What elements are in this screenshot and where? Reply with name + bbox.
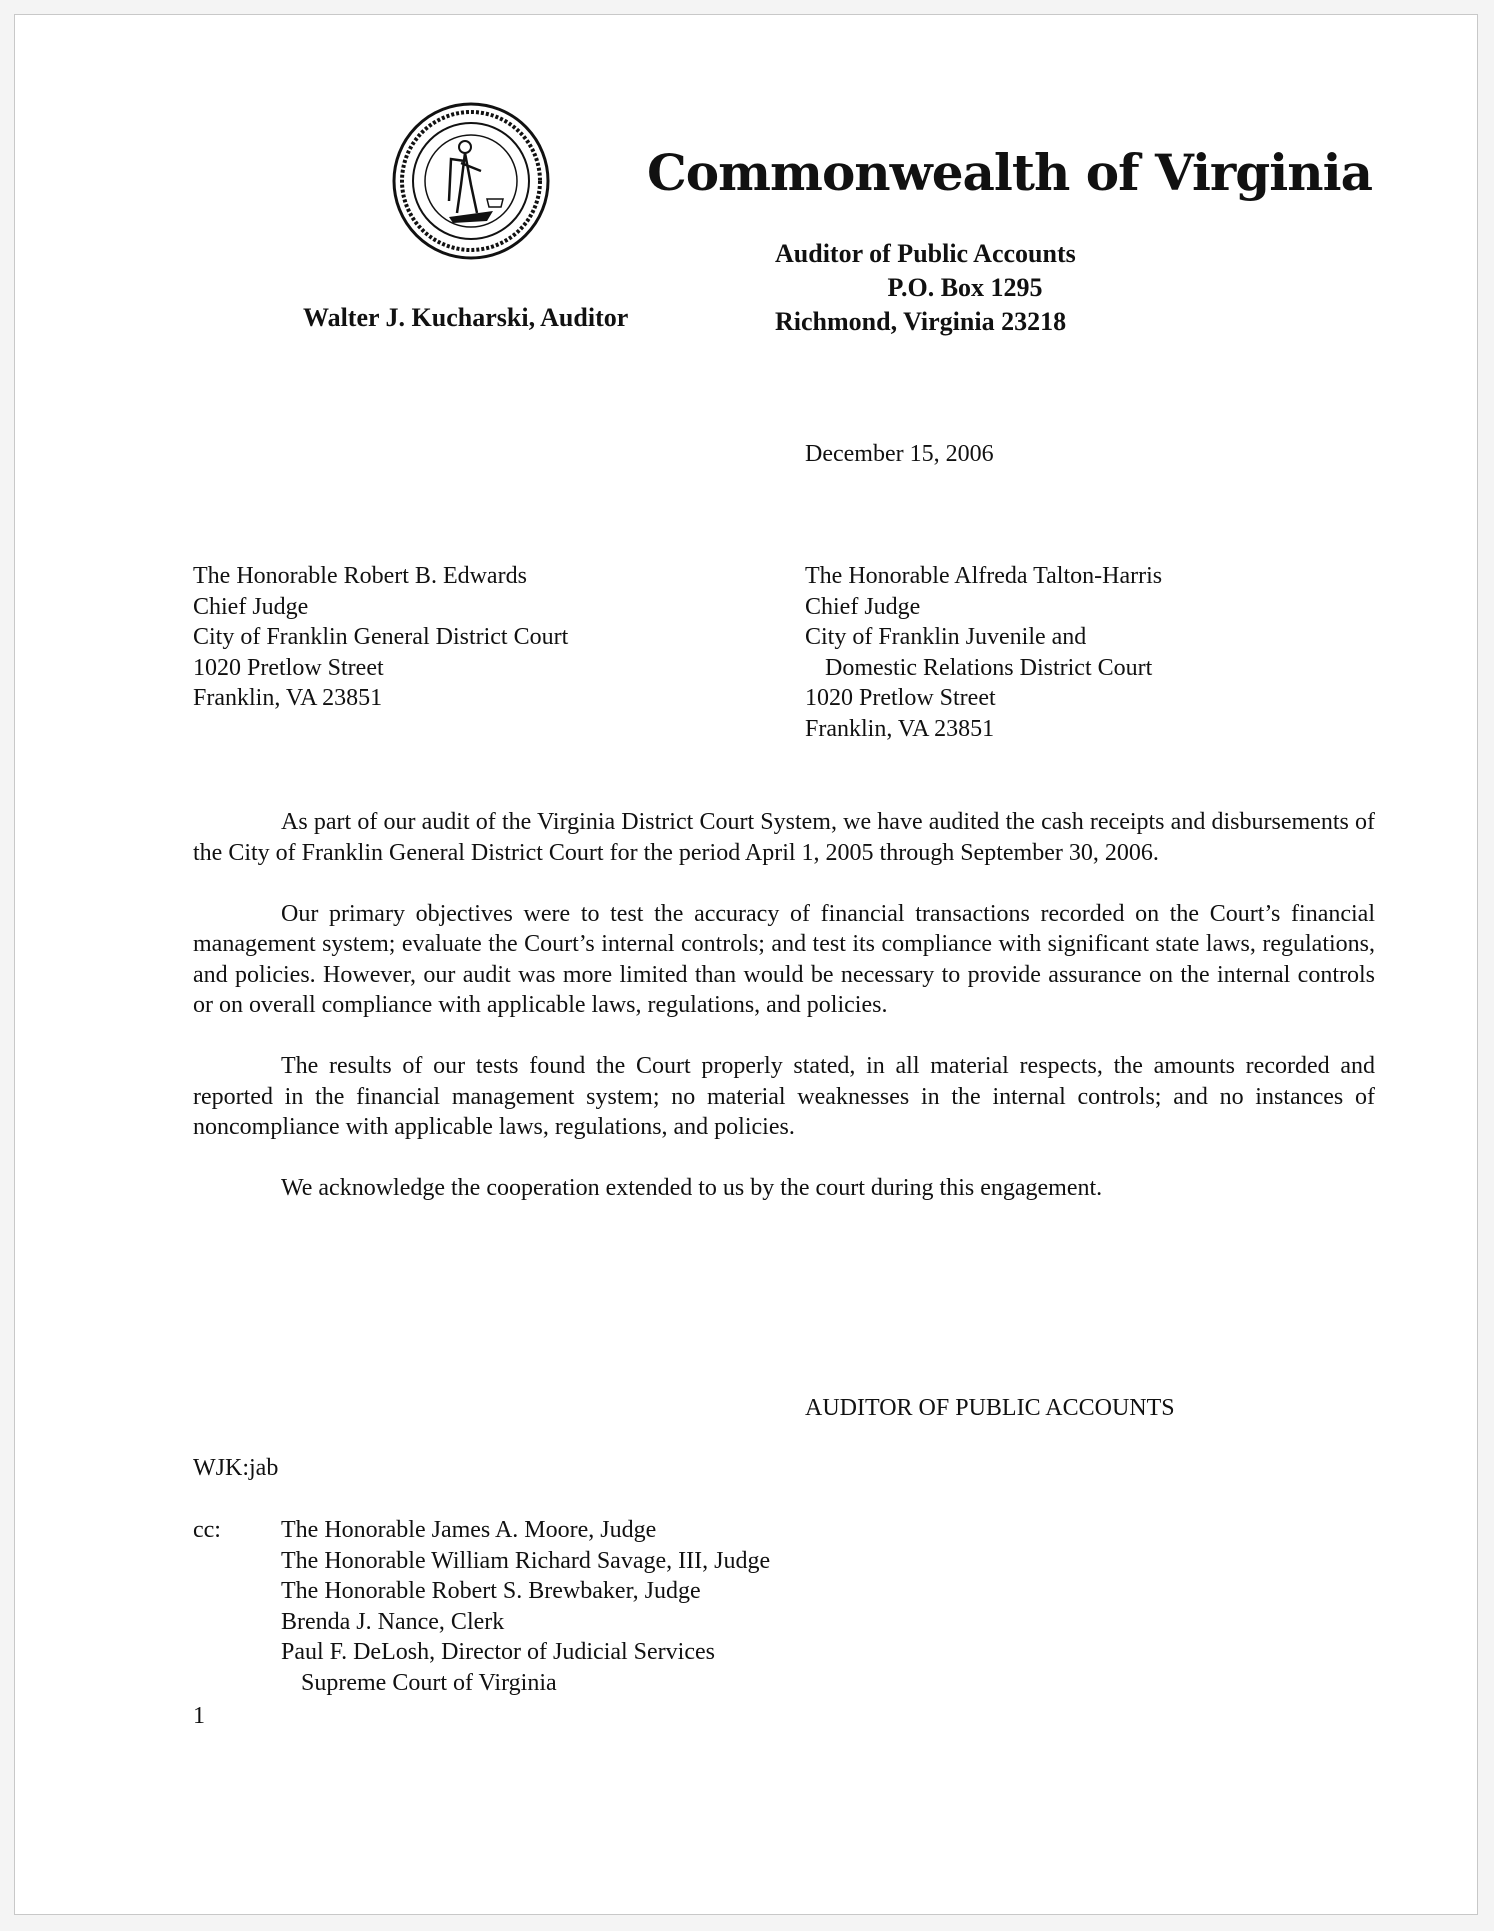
signature-block: AUDITOR OF PUBLIC ACCOUNTS (805, 1395, 1175, 1421)
office-name: Auditor of Public Accounts (775, 239, 1076, 268)
cc-recipient: Paul F. DeLosh, Director of Judicial Services (281, 1639, 715, 1665)
recipient-line: 1020 Pretlow Street (805, 685, 996, 711)
cc-label: cc: (193, 1517, 221, 1543)
masthead-title: Commonwealth of Virginia (647, 143, 1372, 202)
recipient-line: The Honorable Alfreda Talton-Harris (805, 563, 1163, 589)
virginia-state-seal-icon (391, 101, 551, 261)
typist-initials: WJK:jab (193, 1455, 279, 1481)
body-paragraph: As part of our audit of the Virginia District Court System, we have audited the cash receipts and disbursements of the City of Franklin General District Court for the period April 1, 2005 through September 30, 2006. (193, 809, 1375, 866)
cc-recipient: The Honorable William Richard Savage, III, Judge (281, 1547, 771, 1574)
letter-page (14, 14, 1478, 1915)
cc-recipient: Brenda J. Nance, Clerk (281, 1608, 505, 1635)
office-city: Richmond, Virginia 23218 (775, 307, 1067, 336)
office-address-block (775, 237, 1155, 339)
office-po-box: P.O. Box 1295 (887, 273, 1043, 302)
letter-date: December 15, 2006 (805, 441, 994, 467)
body-paragraph: Our primary objectives were to test the accuracy of financial transactions recorded on the Court’s financial management system; evaluate the Court’s internal controls; and test its compliance with significant state laws, regulations, and policies. However, our audit was more limited than would be necessary to provide assurance on the internal controls or on overall compliance with applicable laws, regulations, and policies. (193, 900, 1375, 1018)
cc-recipient: Supreme Court of Virginia (301, 1669, 557, 1696)
cc-recipient: The Honorable Robert S. Brewbaker, Judge (281, 1578, 701, 1604)
recipient-line: City of Franklin General District Court (193, 624, 569, 650)
recipient-line: Chief Judge (805, 593, 921, 620)
cc-recipient: The Honorable James A. Moore, Judge (281, 1517, 657, 1543)
auditor-name: Walter J. Kucharski, Auditor (303, 303, 629, 332)
recipient-line: 1020 Pretlow Street (193, 654, 384, 681)
recipient-address-left (193, 561, 568, 714)
recipient-line: Chief Judge (193, 593, 309, 620)
letter-body (193, 807, 1375, 1234)
page-number: 1 (193, 1703, 205, 1729)
body-paragraph: We acknowledge the cooperation extended to us by the court during this engagement. (281, 1175, 1103, 1201)
recipient-line: Franklin, VA 23851 (805, 715, 995, 742)
recipient-line: Domestic Relations District Court (825, 654, 1153, 681)
recipient-address-right (805, 561, 1162, 744)
cc-list (281, 1515, 770, 1698)
recipient-line: City of Franklin Juvenile and (805, 624, 1087, 650)
recipient-line: Franklin, VA 23851 (193, 685, 383, 711)
body-paragraph: The results of our tests found the Court properly stated, in all material respects, the amounts recorded and reported in the financial management system; no material weaknesses in the internal controls; and no instances of noncompliance with applicable laws, regulations, and policies. (193, 1053, 1375, 1140)
recipient-line: The Honorable Robert B. Edwards (193, 563, 527, 589)
